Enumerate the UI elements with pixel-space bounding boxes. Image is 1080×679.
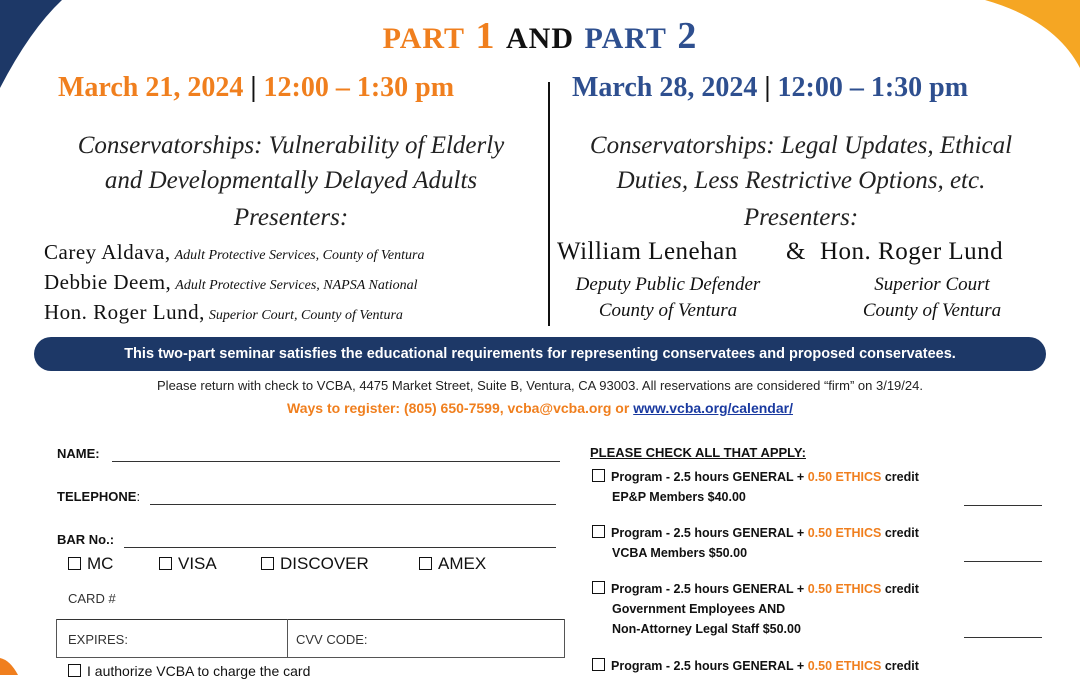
- checkbox-icon: [68, 664, 81, 677]
- left-presenters-heading: Presenters:: [233, 204, 349, 231]
- right-presenters-heading: Presenters:: [743, 204, 859, 231]
- checkbox-icon: [592, 525, 605, 538]
- check-all-heading: PLEASE CHECK ALL THAT APPLY:: [590, 445, 806, 460]
- option-government-employees[interactable]: Program - 2.5 hours GENERAL + 0.50 ETHICS credit Government Employees AND Non-Attorney Legal Staff $50.00: [592, 579, 919, 639]
- ways-to-register: Ways to register: (805) 650-7599, vcba@vcba.org or www.vcba.org/calendar/: [287, 400, 793, 416]
- presenter-lund-right: Hon. Roger Lund: [820, 238, 1004, 265]
- right-date-time: March 28, 2024 | 12:00 – 1:30 pm: [572, 72, 969, 103]
- card-option-discover[interactable]: DISCOVER: [261, 554, 369, 574]
- name-field[interactable]: [112, 461, 560, 462]
- presenter-aldava: Carey Aldava, Adult Protective Services, County of Ventura: [44, 240, 425, 264]
- amount-line-epp[interactable]: [964, 505, 1042, 506]
- checkbox-icon: [592, 469, 605, 482]
- amount-line-government[interactable]: [964, 637, 1042, 638]
- bar-number-field[interactable]: [124, 547, 556, 548]
- card-option-amex[interactable]: AMEX: [419, 554, 486, 574]
- and-label: AND: [506, 22, 574, 55]
- amount-line-vcba[interactable]: [964, 561, 1042, 562]
- telephone-label: TELEPHONE:: [57, 489, 141, 504]
- lund-title: Superior Court County of Ventura: [862, 274, 1002, 321]
- orange-swoosh-bottom-left: [0, 650, 20, 675]
- part1-label: PART 1: [382, 15, 496, 57]
- presenter-lund-left: Hon. Roger Lund, Superior Court, County of Ventura: [44, 300, 403, 324]
- checkbox-icon: [419, 557, 432, 570]
- requirements-banner: This two-part seminar satisfies the educational requirements for representing conservatees and proposed conservatees.: [34, 337, 1046, 371]
- card-number-label: CARD #: [68, 591, 116, 606]
- authorize-checkbox[interactable]: I authorize VCBA to charge the card: [68, 663, 310, 679]
- option-vcba-members[interactable]: Program - 2.5 hours GENERAL + 0.50 ETHICS credit VCBA Members $50.00: [592, 523, 919, 563]
- left-date-time: March 21, 2024 | 12:00 – 1:30 pm: [58, 72, 455, 103]
- presenter-lenehan: William Lenehan: [557, 238, 738, 265]
- lenehan-title: Deputy Public Defender County of Ventura: [575, 274, 761, 321]
- right-topic: Conservatorships: Legal Updates, Ethical Duties, Less Restrictive Options, etc.: [589, 132, 1013, 194]
- bar-number-label: BAR No.:: [57, 532, 115, 547]
- left-topic: Conservatorships: Vulnerability of Elderly and Developmentally Delayed Adults: [77, 132, 505, 194]
- checkbox-icon: [68, 557, 81, 570]
- ampersand: &: [786, 238, 806, 265]
- checkbox-icon: [261, 557, 274, 570]
- checkbox-icon: [592, 581, 605, 594]
- checkbox-icon: [592, 658, 605, 671]
- option-epp-members[interactable]: Program - 2.5 hours GENERAL + 0.50 ETHICS credit EP&P Members $40.00: [592, 467, 919, 507]
- cvv-label: CVV CODE:: [296, 632, 368, 647]
- part2-label: PART 2: [584, 15, 698, 57]
- return-note: Please return with check to VCBA, 4475 Market Street, Suite B, Ventura, CA 93003. All reservations are considered “firm” on 3/19/24.: [157, 378, 923, 393]
- option-fourth[interactable]: Program - 2.5 hours GENERAL + 0.50 ETHICS credit: [592, 656, 919, 676]
- checkbox-icon: [159, 557, 172, 570]
- page-title: [0, 14, 1080, 58]
- expires-label: EXPIRES:: [68, 632, 128, 647]
- card-option-visa[interactable]: VISA: [159, 554, 217, 574]
- telephone-field[interactable]: [150, 504, 556, 505]
- card-option-mc[interactable]: MC: [68, 554, 113, 574]
- presenter-deem: Debbie Deem, Adult Protective Services, NAPSA National: [44, 270, 418, 294]
- calendar-link[interactable]: www.vcba.org/calendar/: [633, 400, 793, 416]
- name-label: NAME:: [57, 446, 100, 461]
